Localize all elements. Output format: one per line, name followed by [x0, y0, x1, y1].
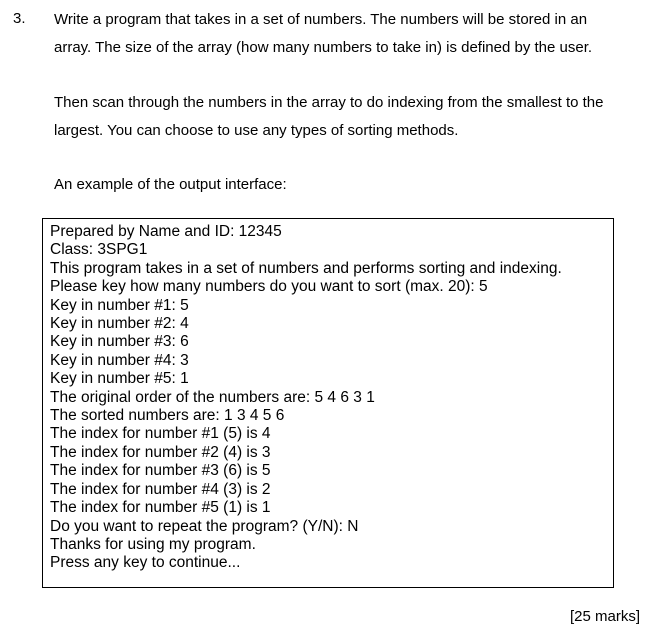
output-line: The sorted numbers are: 1 3 4 5 6 [50, 407, 285, 425]
output-line: Thanks for using my program. [50, 535, 256, 553]
paragraph-1-line-2: array. The size of the array (how many numbers to take in) is defined by the user. [54, 39, 593, 56]
output-line: The index for number #2 (4) is 3 [50, 443, 271, 461]
output-line: Prepared by Name and ID: 12345 [50, 223, 282, 240]
output-example-box [42, 218, 614, 588]
output-line: This program takes in a set of numbers and performs sorting and indexing. [50, 259, 562, 277]
output-line: The index for number #3 (6) is 5 [50, 462, 271, 480]
example-intro-text: An example of the output interface: [54, 176, 287, 193]
output-line: Class: 3SPG1 [50, 241, 148, 259]
marks-label: [25 marks] [569, 608, 640, 625]
question-paragraph-2 [54, 89, 650, 145]
output-line: Key in number #3: 6 [50, 333, 189, 351]
paragraph-2-line-1: Then scan through the numbers in the array to do indexing from the smallest to the [54, 94, 604, 111]
output-line: Do you want to repeat the program? (Y/N): N [50, 517, 359, 535]
output-line: Please key how many numbers do you want to sort (max. 20): 5 [50, 278, 488, 296]
output-line: Key in number #5: 1 [50, 370, 189, 388]
output-line: Press any key to continue... [50, 554, 241, 572]
question-paragraph-1 [54, 6, 650, 62]
output-line: The index for number #5 (1) is 1 [50, 499, 271, 517]
paragraph-1-line-1: Write a program that takes in a set of numbers. The numbers will be stored in an [54, 11, 588, 28]
output-line: The index for number #4 (3) is 2 [50, 480, 271, 498]
output-line: The index for number #1 (5) is 4 [50, 425, 271, 443]
example-intro [54, 171, 650, 199]
output-line: Key in number #1: 5 [50, 296, 189, 314]
paragraph-2-line-2: largest. You can choose to use any types of sorting methods. [54, 122, 459, 139]
output-line: The original order of the numbers are: 5 4 6 3 1 [50, 388, 375, 406]
question-number: 3. [13, 10, 26, 27]
output-line: Key in number #4: 3 [50, 351, 189, 369]
output-line: Key in number #2: 4 [50, 315, 189, 333]
